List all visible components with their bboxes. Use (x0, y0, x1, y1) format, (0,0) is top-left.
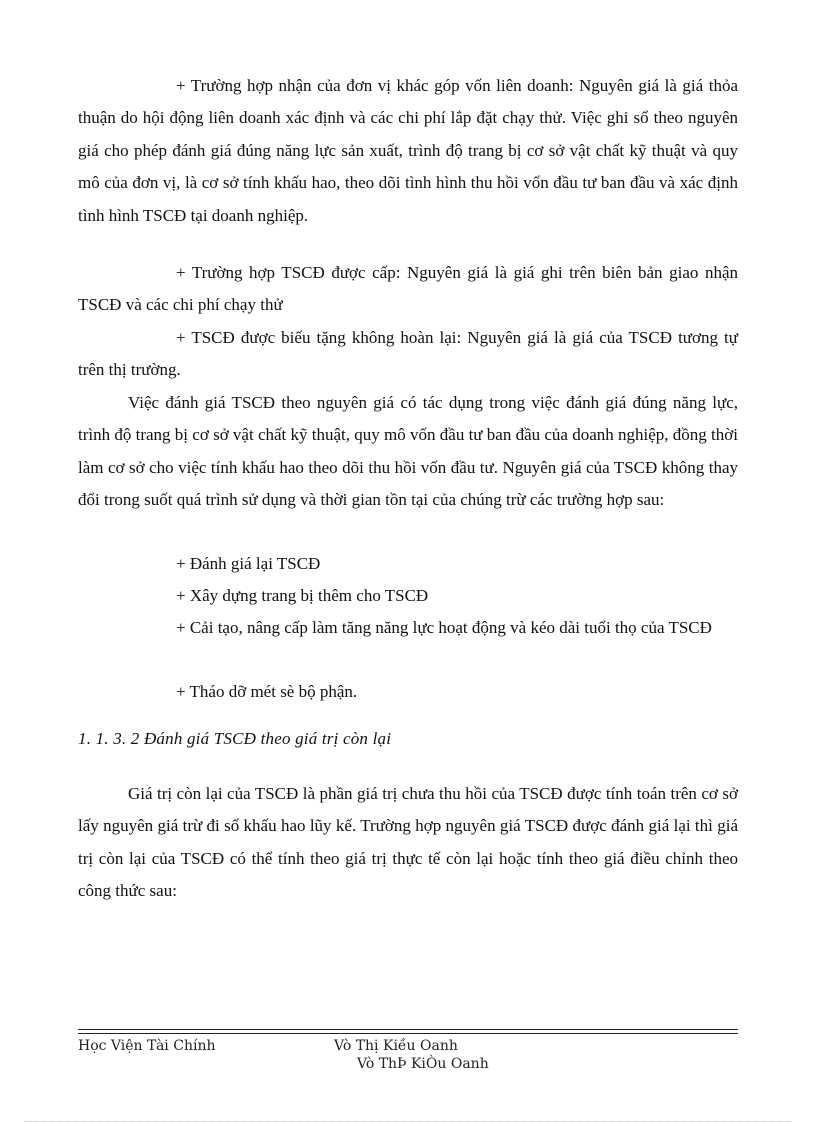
paragraph-allocated-assets: + Trường hợp TSCĐ được cấp: Nguyên giá là giá ghi trên biên bản giao nhận TSCĐ và các chi phí chạy thử (78, 263, 738, 315)
paragraph-donated-assets: + TSCĐ được biếu tặng không hoàn lại: Nguyên giá là giá của TSCĐ tương tự trên thị trường. (78, 328, 738, 380)
paragraph-original-cost-valuation: Việc đánh giá TSCĐ theo nguyên giá có tác dụng trong việc đánh giá đúng năng lực, trình độ trang bị cơ sở vật chất kỹ thuật, quy mô vốn đầu tư ban đầu của doanh nghiệp, đồng thời làm cơ sở cho việc tính khấu hao theo dõi thu hồi vốn đầu tư. Nguyên giá của TSCĐ không thay đổi trong suốt quá trình sử dụng và thời gian tồn tại của chúng trừ các trường hợp sau: (78, 393, 738, 510)
footer-rule-top (78, 1029, 738, 1030)
footer-author-garbled: Vò ThÞ KiÒu Oanh (357, 1056, 489, 1072)
section-heading: 1. 1. 3. 2 Đánh giá TSCĐ theo giá trị còn lại (78, 729, 392, 748)
paragraph-residual-value: Giá trị còn lại của TSCĐ là phần giá trị chưa thu hồi của TSCĐ được tính toán trên cơ sở lấy nguyên giá trừ đi số khấu hao lũy kế. Trường hợp nguyên giá TSCĐ được đánh giá lại thì giá trị còn lại của TSCĐ có thể tính theo giá trị thực tế còn lại hoặc tính theo giá điều chỉnh theo công thức sau: (78, 784, 738, 901)
list-item-upgrade: + Cải tạo, nâng cấp làm tăng năng lực hoạt động và kéo dài tuổi thọ của TSCĐ (176, 618, 712, 637)
footer-institution: Học Viện Tài Chính (78, 1038, 216, 1054)
list-item-revaluation: + Đánh giá lại TSCĐ (176, 554, 321, 573)
footer-author: Vò Thị Kiều Oanh (334, 1038, 458, 1054)
list-item-dismantle: + Tháo dỡ mét sè bộ phận. (176, 682, 358, 701)
list-item-additional-construction: + Xây dựng trang bị thêm cho TSCĐ (176, 586, 429, 605)
paragraph-joint-venture: + Trường hợp nhận của đơn vị khác góp vốn liên doanh: Nguyên giá là giá thỏa thuận do hội động liên doanh xác định và các chi phí lắp đặt chạy thử. Việc ghi sổ theo nguyên giá cho phép đánh giá đúng năng lực sản xuất, trình độ trang bị cơ sở vật chất kỹ thuật và quy mô của đơn vị, là cơ sở tính khấu hao, theo dõi tình hình thu hồi vốn đầu tư ban đầu và xác định tình hình TSCĐ tại doanh nghiệp. (78, 76, 738, 225)
page-edge-dotted-line (24, 1121, 792, 1122)
footer-rule-bottom (78, 1033, 738, 1034)
